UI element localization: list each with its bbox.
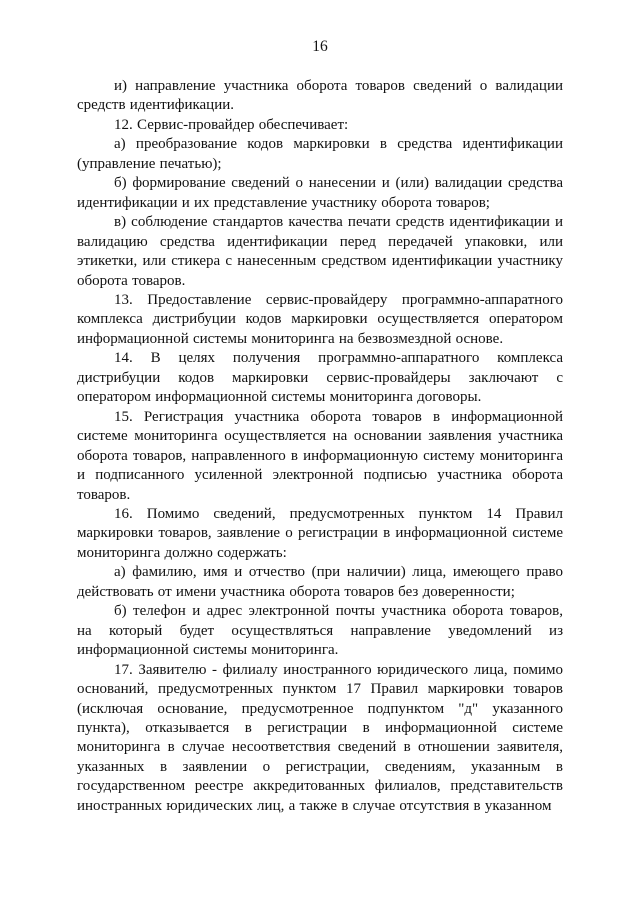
paragraph-16: 16. Помимо сведений, предусмотренных пунктом 14 Правил маркировки товаров, заявление о регистрации в информационной системе мониторинга должно содержать: (77, 505, 563, 561)
paragraph-13: 13. Предоставление сервис-провайдеру программно-аппаратного комплекса дистрибуции кодов маркировки осуществляется оператором информационной системы мониторинга на безвозмездной основе. (77, 291, 563, 347)
paragraph-12: 12. Сервис-провайдер обеспечивает: (114, 116, 349, 133)
paragraph-12-a: а) преобразование кодов маркировки в средства идентификации (управление печатью); (77, 136, 563, 172)
paragraph-16-a: а) фамилию, имя и отчество (при наличии) лица, имеющего право действовать от имени участника оборота товаров без доверенности; (77, 564, 563, 600)
paragraph-14: 14. В целях получения программно-аппаратного комплекса дистрибуции кодов маркировки сервис-провайдеры заключают с оператором информационной системы мониторинга договоры. (77, 350, 563, 406)
document-body (77, 77, 563, 816)
paragraph-item-i: и) направление участника оборота товаров сведений о валидации средств идентификации. (77, 78, 563, 114)
paragraph-12-b: б) формирование сведений о нанесении и (или) валидации средства идентификации и их представление участнику оборота товаров; (77, 175, 563, 211)
page-number: 16 (312, 38, 328, 55)
paragraph-15: 15. Регистрация участника оборота товаров в информационной системе мониторинга осуществляется на основании заявления участника оборота товаров, направленного в информационную систему мониторинга и подписанного усиленной электронной подписью участника оборота товаров. (77, 408, 563, 503)
paragraph-17: 17. Заявителю - филиалу иностранного юридического лица, помимо оснований, предусмотренных пунктом 17 Правил маркировки товаров (исключая основание, предусмотренное подпунктом "д" указанного пункта), отказывается в регистрации в информационной системе мониторинга в случае несоответствия сведений в отношении заявителя, указанных в заявлении о регистрации, сведениям, указанным в государственном реестре аккредитованных филиалов, представительств иностранных юридических лиц, а также в случае отсутствия в указанном (77, 661, 563, 814)
paragraph-16-b: б) телефон и адрес электронной почты участника оборота товаров, на который будет осуществляться направление уведомлений из информационной системы мониторинга. (77, 603, 563, 659)
paragraph-12-v: в) соблюдение стандартов качества печати средств идентификации и валидацию средства идентификации перед передачей упаковки, или этикетки, или стикера с нанесенным средством идентификации участнику оборота товаров. (77, 214, 563, 289)
